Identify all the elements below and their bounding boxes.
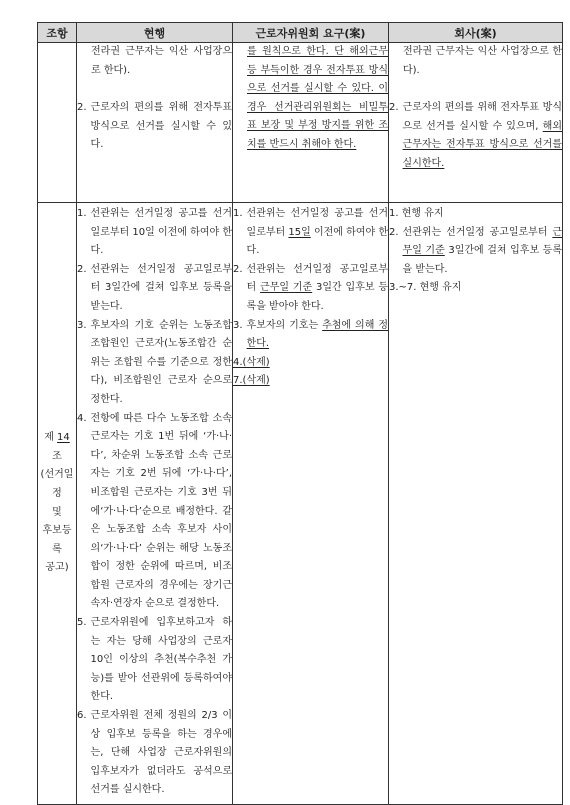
list-item-deleted: 7.(삭제) (233, 375, 270, 387)
comparison-table (37, 22, 563, 805)
list-item: 3. 후보자의 기호는 추첨에 의해 정한다. (233, 319, 388, 350)
header-company-proposal: 회사(案) (389, 23, 563, 43)
list-item-deleted: 4.(삭제) (233, 356, 270, 368)
article-cell-empty (38, 43, 77, 203)
list-item: 2. 선관위는 선거일정 공고일로부터 근무일 기준 3일간에 걸쳐 입후보 등록을 받는다. (389, 226, 562, 275)
header-labor-proposal: 근로자위원회 요구(案) (233, 23, 389, 43)
list-item: 6. 근로자위원 전체 정원의 2/3 이상 입후보 등록을 하는 경우에는, 단해 사업장 근로자위원의 입후보자가 없더라도 공석으로 선거를 실시한다. (77, 710, 232, 796)
article-cell: 제 14 조 (선거일정 및 후보등록 공고) (38, 203, 77, 805)
current-cell (77, 203, 233, 805)
current-cell (77, 43, 233, 203)
labor-paragraph: 를 원칙으로 한다. 단 해외근무 등 부득이한 경우 전자투표 방식으로 선거를 실시할 수 있다. 이 경우 선거관리위원회는 비밀투표 보장 및 부정 방지를 위한 조치를 반드시 취해야 한다. (247, 46, 388, 150)
company-paragraph: 전라권 근무자는 익산 사업장으로 한다). (403, 46, 562, 76)
list-item: 2. 근로자의 편의를 위해 전자투표 방식으로 선거를 실시할 수 있으며, 해외근무자는 전자투표 방식으로 선거를 실시한다. (389, 102, 562, 169)
list-item: 5. 근로자위원에 입후보하고자 하는 자는 당해 사업장의 근로자 10인 이상의 추천(복수추천 가능)를 받아 선관위에 등록하여야 한다. (77, 617, 232, 703)
table-header-row (38, 23, 563, 43)
list-item: 3.~7. 현행 유지 (389, 282, 462, 294)
header-article: 조항 (38, 23, 77, 43)
table-row (38, 203, 563, 805)
labor-cell (233, 43, 389, 203)
labor-cell (233, 203, 389, 805)
table-row (38, 43, 563, 203)
company-cell (389, 203, 563, 805)
list-item: 2. 근로자의 편의를 위해 전자투표 방식으로 선거를 실시할 수 있다. (77, 102, 232, 151)
list-item: 2. 선관위는 선거일정 공고일로부터 근무일 기준 3일간 입후보 등록을 받아야 한다. (233, 263, 389, 312)
list-item: 1. 선관위는 선거일정 공고를 선거일로부터 15일 이전에 하여야 한다. (233, 208, 388, 257)
list-item: 2. 선관위는 선거일정 공고일로부터 3일간에 걸쳐 입후보 등록을 받는다. (77, 263, 232, 312)
list-item: 1. 선관위는 선거일정 공고를 선거일로부터 10일 이전에 하여야 한다. (77, 208, 232, 257)
list-item: 4. 전항에 따른 다수 노동조합 소속 근로자는 기호 1번 뒤에 ‘가·나·다’, 차순위 노동조합 소속 근로자는 기호 2번 뒤에 ‘가·나·다’, 비조합원 근로자는 기호 3번 뒤에‘가·나·다’순으로 배정한다. 같은 노동조합 소속 후보자 사이의‘가·나·다’ 순위는 해당 노동조합이 정한 순위에 따르며, 비조합원 근로자의 경우에는 장기근속자·연장자 순으로 결정한다. (77, 412, 232, 610)
list-item: 3. 후보자의 기호 순위는 노동조합 조합원인 근로자(노동조합간 순위는 조합원 수를 기준으로 정한다), 비조합원인 근로자 순으로 정한다. (77, 319, 232, 405)
list-item: 1. 현행 유지 (389, 208, 444, 219)
header-current: 현행 (77, 23, 233, 43)
company-cell (389, 43, 563, 203)
current-paragraph: 전라권 근무자는 익산 사업장으로 한다). (91, 46, 232, 76)
